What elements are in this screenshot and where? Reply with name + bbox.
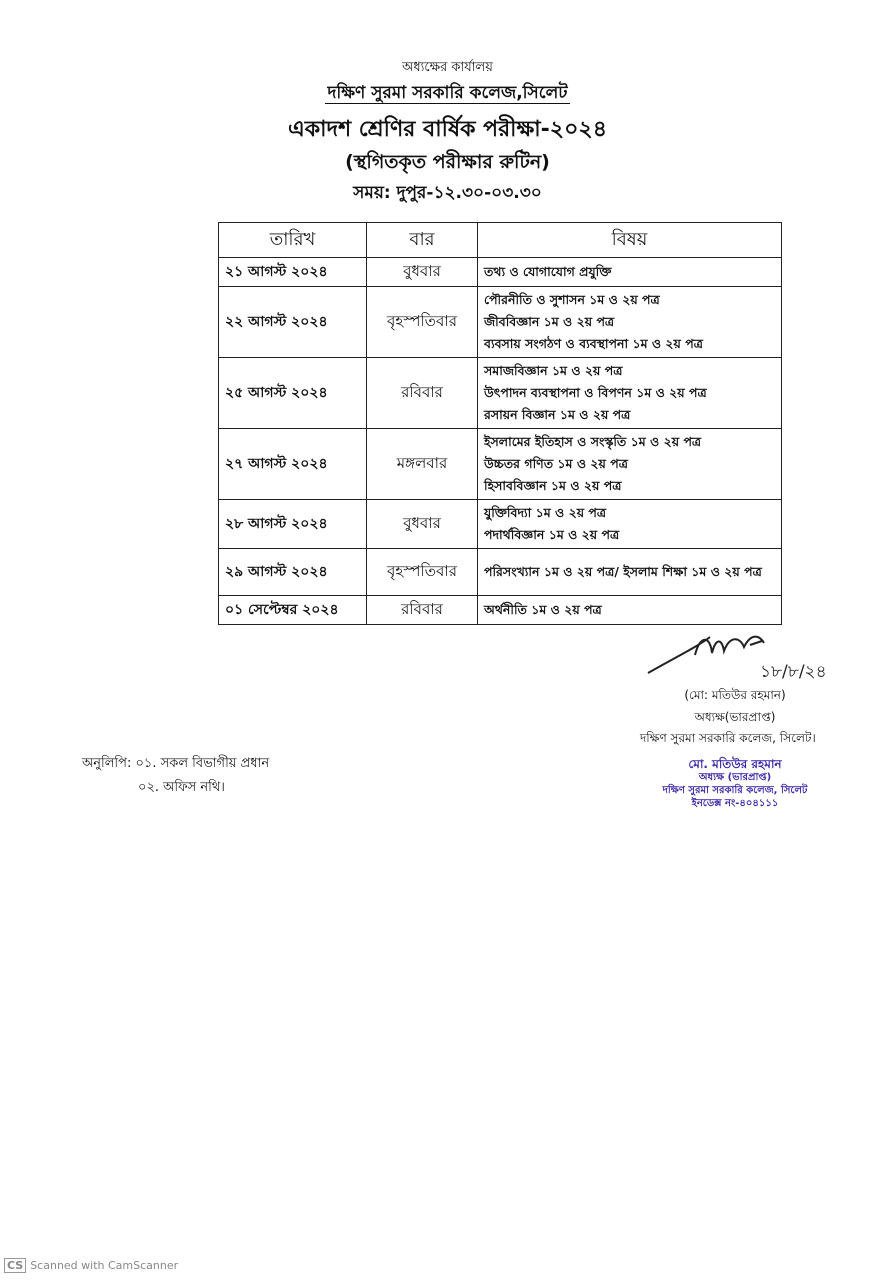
copy-list xyxy=(82,752,269,800)
camscanner-logo: CS xyxy=(4,1258,26,1273)
official-stamp xyxy=(640,758,830,810)
row-subjects xyxy=(478,258,782,287)
row-date: ২২ আগস্ট ২০২৪ xyxy=(219,287,367,358)
stamp-designation: অধ্যক্ষ (ভারপ্রাপ্ত) xyxy=(698,772,772,783)
row-subjects xyxy=(478,596,782,625)
row-date: ২৯ আগস্ট ২০২৪ xyxy=(219,549,367,596)
row-subjects xyxy=(478,549,782,596)
row-date: ২১ আগস্ট ২০২৪ xyxy=(219,258,367,287)
stamp-name: মো. মতিউর রহমান xyxy=(688,757,782,771)
row-date: ২৫ আগস্ট ২০২৪ xyxy=(219,358,367,429)
exam-title: একাদশ শ্রেণির বার্ষিক পরীক্ষা-২০২৪ xyxy=(288,117,607,142)
subject-item: পরিসংখ্যান ১ম ও ২য় পত্র/ ইসলাম শিক্ষা ১ম ও ২য় পত্র xyxy=(484,564,762,579)
subject-item: উৎপাদন ব্যবস্থাপনা ও বিপণন ১ম ও ২য় পত্র xyxy=(484,385,707,400)
college-name-text: দক্ষিণ সুরমা সরকারি কলেজ,সিলেট xyxy=(327,83,568,103)
subject-item: ব্যবসায় সংগঠণ ও ব্যবস্থাপনা ১ম ও ২য় পত্র xyxy=(484,336,703,351)
row-day: রবিবার xyxy=(367,358,478,429)
subject-item: যুক্তিবিদ্যা ১ম ও ২য় পত্র xyxy=(484,505,607,520)
subject-item: অর্থনীতি ১ম ও ২য় পত্র xyxy=(484,602,602,617)
table-row xyxy=(219,258,782,287)
signature xyxy=(640,625,830,685)
subject-item: পৌরনীতি ও সুশাসন ১ম ও ২য় পত্র xyxy=(484,292,660,307)
signatory-college: দক্ষিণ সুরমা সরকারি কলেজ, সিলেট। xyxy=(640,731,816,745)
college-name xyxy=(0,80,895,108)
table-row xyxy=(219,358,782,429)
stamp-index: ইনডেক্স নং-৪০৪১১১ xyxy=(691,798,779,809)
table-row xyxy=(219,549,782,596)
row-day: বৃহস্পতিবার xyxy=(367,549,478,596)
table-row xyxy=(219,500,782,549)
subject-item: রসায়ন বিজ্ঞান ১ম ও ২য় পত্র xyxy=(484,407,631,422)
row-date: ০১ সেপ্টেম্বর ২০২৪ xyxy=(219,596,367,625)
routine-table xyxy=(218,222,782,625)
exam-subtitle: (স্থগিতকৃত পরীক্ষার রুটিন) xyxy=(345,151,550,173)
row-date: ২৮ আগস্ট ২০২৪ xyxy=(219,500,367,549)
exam-time: সময়: দুপুর-১২.৩০-০৩.৩০ xyxy=(353,183,542,203)
signatory-name: (মো: মতিউর রহমান) xyxy=(684,688,786,702)
header-date: তারিখ xyxy=(219,223,367,258)
header-subject: বিষয় xyxy=(478,223,782,258)
table-header-row xyxy=(219,223,782,258)
row-day: বুধবার xyxy=(367,258,478,287)
row-day: বৃহস্পতিবার xyxy=(367,287,478,358)
row-subjects xyxy=(478,500,782,549)
header-day: বার xyxy=(367,223,478,258)
subject-item: সমাজবিজ্ঞান ১ম ও ২য় পত্র xyxy=(484,363,623,378)
row-day: বুধবার xyxy=(367,500,478,549)
signatory-designation: অধ্যক্ষ(ভারপ্রাপ্ত) xyxy=(694,710,776,724)
camscanner-text: Scanned with CamScanner xyxy=(30,1259,179,1272)
stamp-college: দক্ষিণ সুরমা সরকারি কলেজ, সিলেট xyxy=(662,785,808,796)
subject-item: ইসলামের ইতিহাস ও সংস্কৃতি ১ম ও ২য় পত্র xyxy=(484,434,702,449)
row-day: মঙ্গলবার xyxy=(367,429,478,500)
signature-date: ১৮/৮/২৪ xyxy=(760,662,827,682)
table-row xyxy=(219,429,782,500)
table-row xyxy=(219,596,782,625)
signature-block xyxy=(640,684,830,728)
subject-item: পদার্থবিজ্ঞান ১ম ও ২য় পত্র xyxy=(484,527,620,542)
copy-item-2: ০২. অফিস নথি। xyxy=(138,780,225,795)
subject-item: জীববিজ্ঞান ১ম ও ২য় পত্র xyxy=(484,314,615,329)
table-row xyxy=(219,287,782,358)
row-subjects xyxy=(478,287,782,358)
subject-item: উচ্চতর গণিত ১ম ও ২য় পত্র xyxy=(484,456,628,471)
subject-item: তথ্য ও যোগাযোগ প্রযুক্তি xyxy=(484,264,612,279)
row-subjects xyxy=(478,429,782,500)
office-label: অধ্যক্ষের কার্যালয় xyxy=(402,60,493,75)
camscanner-watermark xyxy=(4,1259,178,1272)
row-subjects xyxy=(478,358,782,429)
row-date: ২৭ আগস্ট ২০২৪ xyxy=(219,429,367,500)
copy-item-1: অনুলিপি: ০১. সকল বিভাগীয় প্রধান xyxy=(82,756,270,771)
row-day: রবিবার xyxy=(367,596,478,625)
subject-item: হিসাববিজ্ঞান ১ম ও ২য় পত্র xyxy=(484,478,622,493)
